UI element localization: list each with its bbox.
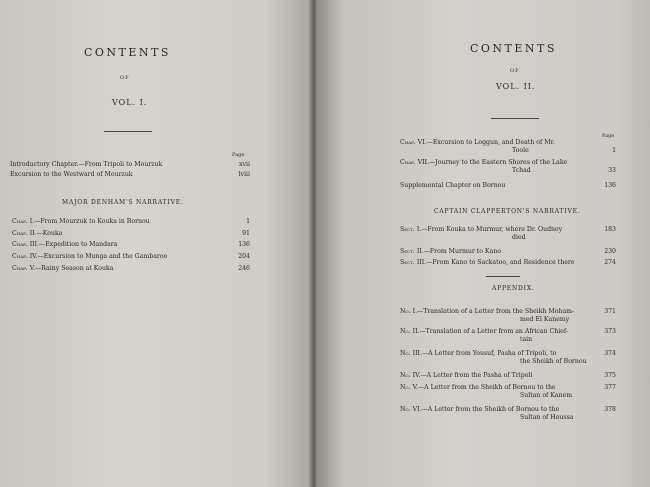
toc-entry-page: 1 [246, 218, 250, 225]
toc-entry-page: 136 [238, 241, 250, 248]
divider-rule [104, 131, 152, 132]
toc-entry-continuation: Toole [512, 147, 529, 154]
toc-entry-number: Sect. III. [400, 259, 427, 266]
toc-entry-continuation: Tchad [512, 167, 531, 174]
toc-entry-line [12, 217, 150, 226]
toc-entry-title: —From Murmur to Kano [423, 248, 501, 255]
toc-entry-line [400, 258, 575, 267]
toc-entry-page: 374 [604, 350, 616, 357]
toc-entry-page: 378 [604, 406, 616, 413]
toc-entry-page: 136 [604, 182, 616, 189]
toc-entry-title: Introductory Chapter.—From Tripoli to Mourzuk [10, 161, 163, 168]
toc-entry-number: Chap. II. [12, 230, 37, 237]
toc-entry-page: 377 [604, 384, 616, 391]
contents-heading: CONTENTS [84, 46, 171, 59]
section-heading: MAJOR DENHAM'S NARRATIVE. [62, 199, 184, 206]
toc-entry-line [12, 240, 117, 249]
toc-entry-continuation: med El Kanemy [520, 316, 570, 323]
toc-entry-continuation: Sultan of Kanem [520, 392, 573, 399]
toc-entry-title: Excursion to the Westward of Mourzuk [10, 171, 133, 178]
toc-entry-page: 274 [604, 259, 616, 266]
toc-entry-title: —Translation of a Letter from the Sheikh Moham- [417, 308, 575, 315]
right-page-vol2 [316, 0, 650, 487]
toc-entry-title: —From Mourzuk to Kouka in Bornou [34, 218, 150, 225]
toc-entry-line [10, 160, 162, 169]
toc-entry-number: No. IV. [400, 372, 421, 379]
toc-entry-page: 373 [604, 328, 616, 335]
contents-heading: CONTENTS [470, 42, 557, 55]
left-page-vol1 [0, 0, 312, 487]
divider-rule [486, 276, 520, 277]
toc-entry-continuation: died [512, 234, 526, 241]
toc-entry-number: No. VI. [400, 406, 422, 413]
toc-entry-continuation: the Sheikh of Bornou [520, 358, 587, 365]
toc-entry-page: 204 [238, 253, 250, 260]
toc-entry-page: 246 [238, 265, 250, 272]
toc-entry-line [400, 371, 532, 380]
toc-entry-title: —Journey to the Eastern Shores of the Lake [429, 159, 568, 166]
toc-entry-number: Chap. I. [12, 218, 35, 225]
toc-entry-number: No. V. [400, 384, 418, 391]
volume-label: VOL. I. [112, 98, 148, 107]
toc-entry-title: —Expedition to Mandara [39, 241, 118, 248]
toc-entry-page: xvii [239, 161, 250, 168]
of-label: OF [510, 68, 520, 74]
toc-entry-number: Chap. V. [12, 265, 36, 272]
toc-entry-page: 91 [242, 230, 250, 237]
toc-entry-title: —Translation of a Letter from an African Chief- [419, 328, 569, 335]
toc-entry-line [400, 138, 555, 147]
toc-entry-line [400, 327, 568, 336]
toc-entry-number: No. II. [400, 328, 420, 335]
toc-entry-title: —Kouka [36, 230, 63, 237]
toc-entry-page: 33 [608, 167, 616, 174]
toc-entry-line [12, 252, 167, 261]
toc-entry-continuation: Sultan of Houssa [520, 414, 574, 421]
toc-entry-page: lviii [238, 171, 250, 178]
toc-entry-page: 1 [612, 147, 616, 154]
toc-entry-number: Sect. II. [400, 248, 424, 255]
toc-entry-number: No. III. [400, 350, 422, 357]
toc-entry-title: —A Letter from Yousuf, Pasha of Tripoli, to [421, 350, 557, 357]
toc-entry-number: Chap. IV. [12, 253, 38, 260]
toc-entry-page: 183 [604, 226, 616, 233]
of-label: OF [120, 75, 130, 81]
toc-entry-continuation: tain [520, 336, 533, 343]
toc-entry-line [400, 225, 562, 234]
toc-entry-number: No. I. [400, 308, 418, 315]
toc-entry-page: 371 [604, 308, 616, 315]
toc-entry-title: —Rainy Season at Kouka [35, 265, 114, 272]
toc-entry-title: Supplemental Chapter on Bornou [400, 182, 506, 189]
toc-entry-line [400, 247, 501, 256]
toc-entry-line [12, 229, 62, 238]
toc-entry-title: —Excursion to Loggun, and Death of Mr. [426, 139, 555, 146]
toc-entry-title: —From Kano to Sackatoo, and Residence there [426, 259, 575, 266]
toc-entry-title: —A Letter from the Pasha of Tripoli [420, 372, 533, 379]
toc-entry-number: Chap. VII. [400, 159, 430, 166]
toc-entry-title: —A Letter from the Sheikh of Bornou to the [421, 406, 560, 413]
toc-entry-line [400, 158, 567, 167]
section-heading: CAPTAIN CLAPPERTON'S NARRATIVE. [434, 208, 581, 215]
toc-entry-line [400, 181, 505, 190]
page-column-header: Page [602, 133, 615, 139]
volume-label: VOL. II. [496, 82, 536, 91]
toc-entry-page: 230 [604, 248, 616, 255]
toc-entry-number: Chap. VI. [400, 139, 427, 146]
toc-entry-title: —From Kouka to Murmur, where Dr. Oudney [421, 226, 563, 233]
toc-entry-line [10, 170, 133, 179]
divider-rule [491, 118, 539, 119]
page-column-header: Page [232, 152, 245, 158]
toc-entry-title: —A Letter from the Sheikh of Bornou to the [417, 384, 556, 391]
toc-entry-line [12, 264, 113, 273]
appendix-heading: APPENDIX. [492, 285, 535, 292]
toc-entry-page: 375 [604, 372, 616, 379]
toc-entry-number: Chap. III. [12, 241, 40, 248]
toc-entry-number: Sect. I. [400, 226, 422, 233]
toc-entry-title: —Excursion to Munga and the Gambaroo [37, 253, 168, 260]
